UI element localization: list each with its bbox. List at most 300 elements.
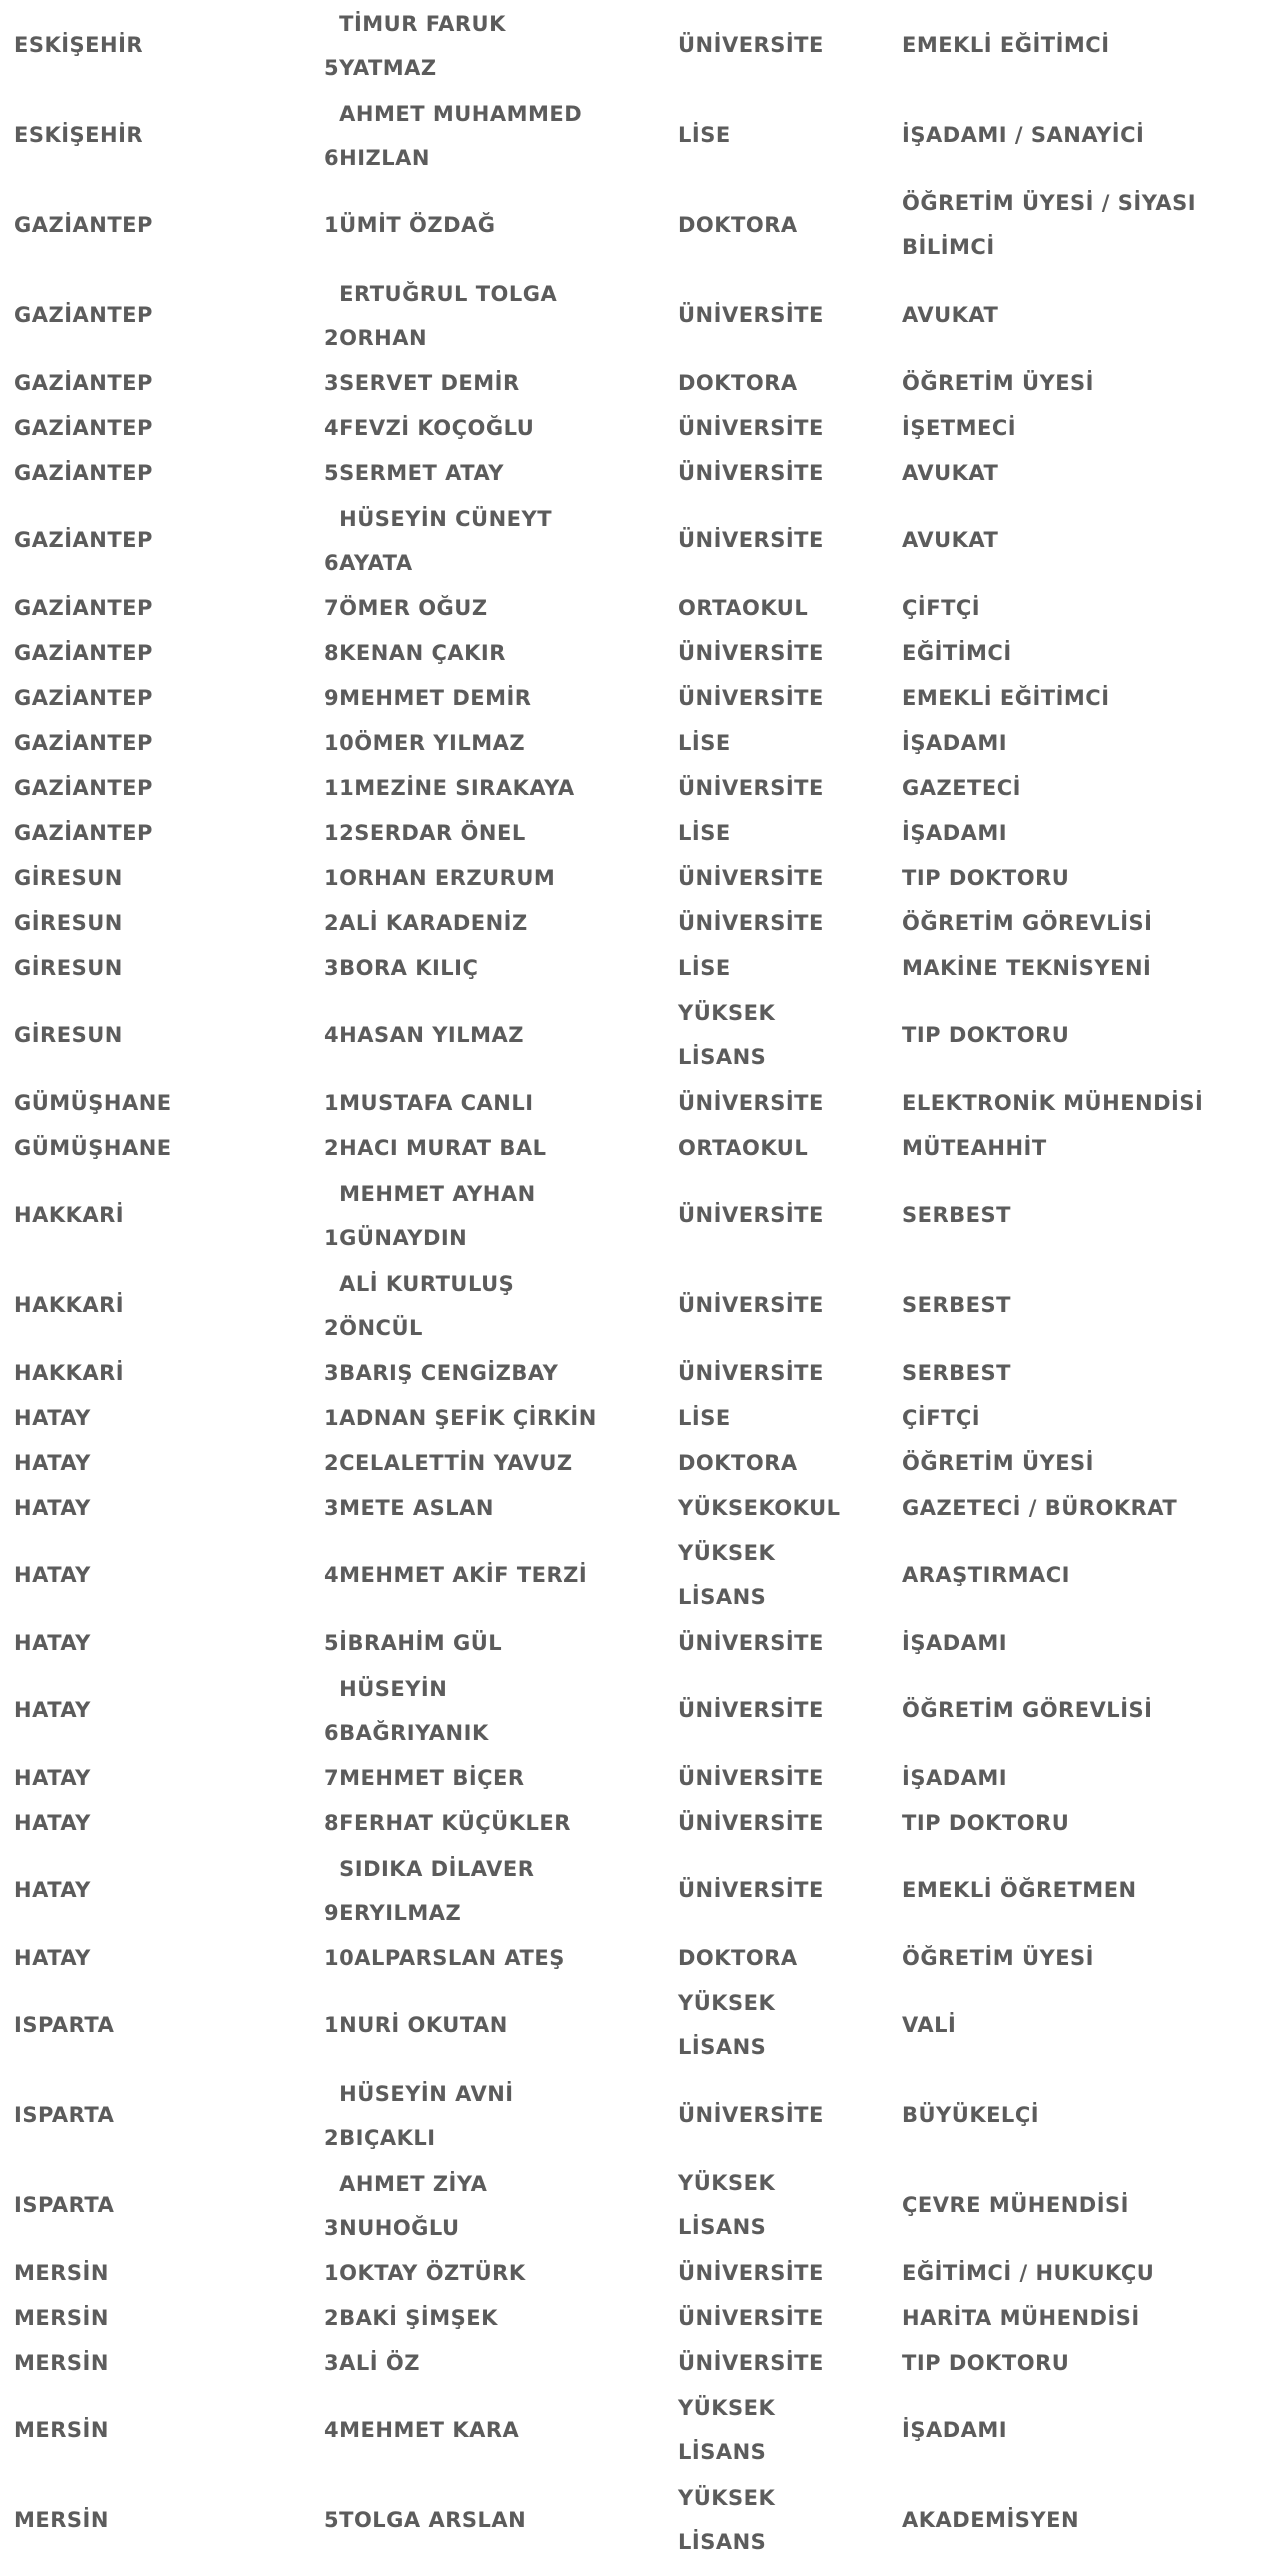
profession-line: AKADEMİSYEN	[902, 2508, 1080, 2532]
candidate-cell	[324, 1980, 672, 2070]
profession-line: İŞADAMI	[902, 820, 1008, 845]
province-cell: GÜMÜŞHANE	[14, 1135, 172, 1160]
education-cell	[678, 495, 898, 585]
table-row	[0, 810, 1280, 855]
candidate-number: 4	[324, 415, 340, 440]
education-line: LİSANS	[678, 2530, 767, 2554]
candidate-name	[339, 1667, 489, 1755]
table-row	[0, 1395, 1280, 1440]
table-row	[0, 1440, 1280, 1485]
candidate-cell	[324, 2160, 672, 2250]
education-line: YÜKSEKOKUL	[678, 1495, 841, 1520]
province-cell: GİRESUN	[14, 955, 123, 980]
province-cell: HATAY	[14, 1630, 91, 1655]
candidate-name	[339, 451, 504, 495]
candidate-name-line: KENAN ÇAKIR	[339, 640, 506, 665]
profession-line: AVUKAT	[902, 528, 999, 552]
profession-cell	[902, 990, 1280, 1080]
education-line: ÜNİVERSİTE	[678, 2260, 824, 2285]
table-row	[0, 1845, 1280, 1935]
candidate-cell	[324, 945, 672, 990]
education-line: ÜNİVERSİTE	[678, 2350, 824, 2375]
table-row	[0, 1530, 1280, 1620]
education-line: ÜNİVERSİTE	[678, 685, 824, 710]
candidate-number: 2	[324, 1135, 340, 1160]
profession-cell	[902, 2070, 1280, 2160]
candidate-name	[339, 586, 487, 630]
candidate-number: 8	[324, 640, 340, 665]
education-cell	[678, 1755, 898, 1800]
profession-cell	[902, 1530, 1280, 1620]
candidate-name	[339, 1847, 534, 1935]
education-line: LİSE	[678, 123, 731, 147]
education-cell	[678, 1170, 898, 1260]
candidate-number: 10	[324, 1945, 355, 1970]
profession-cell	[902, 1620, 1280, 1665]
candidate-number: 3	[324, 370, 340, 395]
profession-line: GAZETECİ / BÜROKRAT	[902, 1495, 1178, 1520]
province-cell: MERSİN	[14, 2260, 109, 2285]
education-cell	[678, 675, 898, 720]
candidate-name-line: BIÇAKLI	[339, 2126, 436, 2150]
candidate-name	[339, 92, 582, 180]
education-cell	[678, 1395, 898, 1440]
table-row	[0, 1755, 1280, 1800]
province-cell: HATAY	[14, 1878, 91, 1902]
candidate-cell	[324, 1260, 672, 1350]
table-row	[0, 270, 1280, 360]
table-row	[0, 2295, 1280, 2340]
education-cell	[678, 630, 898, 675]
candidate-name-line: CELALETTİN YAVUZ	[339, 1450, 573, 1475]
candidate-name	[339, 2296, 498, 2340]
education-line: YÜKSEK	[678, 2396, 776, 2420]
profession-cell	[902, 1080, 1280, 1125]
table-row	[0, 720, 1280, 765]
candidate-number: 3	[324, 1360, 340, 1385]
candidate-name-line: NURİ OKUTAN	[339, 2013, 508, 2037]
province-cell: MERSİN	[14, 2418, 109, 2442]
education-line: LİSANS	[678, 2215, 767, 2239]
candidate-cell	[324, 1845, 672, 1935]
candidate-name-line: MEZİNE SIRAKAYA	[354, 775, 575, 800]
profession-line: MÜTEAHHİT	[902, 1135, 1047, 1160]
candidate-number: 1	[324, 865, 340, 890]
province-cell: HATAY	[14, 1405, 91, 1430]
province-cell: GAZİANTEP	[14, 775, 153, 800]
candidate-number: 1	[324, 1405, 340, 1430]
education-cell	[678, 270, 898, 360]
table-row	[0, 2160, 1280, 2250]
candidate-name	[339, 1553, 587, 1597]
education-line: ÜNİVERSİTE	[678, 1293, 824, 1317]
candidate-name-line: BARIŞ CENGİZBAY	[339, 1360, 559, 1385]
profession-cell	[902, 450, 1280, 495]
table-row	[0, 1935, 1280, 1980]
profession-line: EMEKLİ EĞİTİMCİ	[902, 685, 1110, 710]
education-line: LİSE	[678, 730, 731, 755]
province-cell: GAZİANTEP	[14, 370, 153, 395]
candidate-number: 11	[324, 775, 355, 800]
candidate-cell	[324, 90, 672, 180]
profession-line: ÖĞRETİM GÖREVLİSİ	[902, 1698, 1153, 1722]
candidate-cell	[324, 585, 672, 630]
education-cell	[678, 585, 898, 630]
profession-line: İŞETMECİ	[902, 415, 1017, 440]
candidate-name-line: BAĞRIYANIK	[339, 1721, 489, 1745]
candidate-name-line: ORHAN ERZURUM	[339, 865, 556, 890]
table-row	[0, 180, 1280, 270]
candidate-number: 5	[324, 1630, 340, 1655]
candidate-number: 12	[324, 820, 355, 845]
candidate-name-line: ÖNCÜL	[339, 1316, 423, 1340]
candidate-name-line: HÜSEYİN	[339, 1677, 448, 1701]
candidate-cell	[324, 270, 672, 360]
education-line: ÜNİVERSİTE	[678, 1090, 824, 1115]
education-line: YÜKSEK	[678, 1541, 776, 1565]
candidate-name	[354, 766, 574, 810]
profession-cell	[902, 360, 1280, 405]
candidate-cell	[324, 1080, 672, 1125]
profession-cell	[902, 2160, 1280, 2250]
province-cell: GİRESUN	[14, 910, 123, 935]
candidate-name-line: AHMET MUHAMMED	[339, 102, 583, 126]
candidate-name-line: MUSTAFA CANLI	[339, 1090, 534, 1115]
table-row	[0, 2250, 1280, 2295]
education-cell	[678, 1260, 898, 1350]
candidate-name-line: HÜSEYİN AVNİ	[339, 2082, 514, 2106]
profession-line: BİLİMCİ	[902, 235, 995, 259]
education-line: DOKTORA	[678, 213, 798, 237]
profession-cell	[902, 1350, 1280, 1395]
education-line: ÜNİVERSİTE	[678, 865, 824, 890]
candidate-name	[339, 1396, 597, 1440]
table-row	[0, 1620, 1280, 1665]
profession-line: ELEKTRONİK MÜHENDİSİ	[902, 1090, 1204, 1115]
candidate-name-line: HIZLAN	[339, 146, 430, 170]
candidate-cell	[324, 1665, 672, 1755]
candidate-number: 2	[324, 1316, 340, 1340]
candidate-name-line: HACI MURAT BAL	[339, 1135, 547, 1160]
profession-cell	[902, 1980, 1280, 2070]
candidate-cell	[324, 1170, 672, 1260]
province-cell: HAKKARİ	[14, 1293, 125, 1317]
profession-cell	[902, 90, 1280, 180]
candidate-cell	[324, 675, 672, 720]
candidate-name	[339, 1486, 494, 1530]
education-cell	[678, 1530, 898, 1620]
candidate-cell	[324, 0, 672, 90]
education-line: ÜNİVERSİTE	[678, 1360, 824, 1385]
profession-line: ÇİFTÇİ	[902, 1405, 981, 1430]
candidate-name-line: BAKİ ŞİMŞEK	[339, 2305, 498, 2330]
candidate-name	[354, 721, 525, 765]
table-row	[0, 1980, 1280, 2070]
candidate-name	[339, 2498, 526, 2542]
profession-line: MAKİNE TEKNİSYENİ	[902, 955, 1152, 980]
table-row	[0, 1080, 1280, 1125]
candidate-cell	[324, 2475, 672, 2565]
profession-line: İŞADAMI	[902, 2418, 1008, 2442]
education-cell	[678, 900, 898, 945]
education-cell	[678, 765, 898, 810]
candidate-cell	[324, 2385, 672, 2475]
profession-line: EMEKLİ EĞİTİMCİ	[902, 33, 1110, 57]
profession-cell	[902, 1170, 1280, 1260]
province-cell: HATAY	[14, 1698, 91, 1722]
province-cell: GÜMÜŞHANE	[14, 1090, 172, 1115]
candidate-name-line: AYATA	[339, 551, 413, 575]
education-cell	[678, 720, 898, 765]
candidate-name	[339, 2072, 513, 2160]
candidate-name-line: MEHMET AKİF TERZİ	[339, 1563, 588, 1587]
education-line: ÜNİVERSİTE	[678, 910, 824, 935]
table-row	[0, 765, 1280, 810]
candidate-name	[339, 1801, 571, 1845]
candidate-name-line: SERDAR ÖNEL	[354, 820, 526, 845]
education-cell	[678, 1800, 898, 1845]
candidate-name-line: MEHMET AYHAN	[339, 1182, 536, 1206]
profession-line: EĞİTİMCİ	[902, 640, 1012, 665]
candidate-number: 3	[324, 2216, 340, 2240]
candidate-name-line: GÜNAYDIN	[339, 1226, 468, 1250]
candidate-name	[339, 1172, 536, 1260]
education-line: ÜNİVERSİTE	[678, 528, 824, 552]
profession-cell	[902, 585, 1280, 630]
province-cell: ISPARTA	[14, 2103, 115, 2127]
candidate-name	[339, 1621, 502, 1665]
education-line: ÜNİVERSİTE	[678, 33, 824, 57]
profession-cell	[902, 270, 1280, 360]
candidate-cell	[324, 180, 672, 270]
profession-line: İŞADAMI	[902, 1630, 1008, 1655]
candidate-cell	[324, 720, 672, 765]
education-line: ÜNİVERSİTE	[678, 460, 824, 485]
candidate-number: 1	[324, 1090, 340, 1115]
candidate-cell	[324, 495, 672, 585]
candidate-name	[339, 2341, 420, 2385]
education-line: LİSANS	[678, 1585, 767, 1609]
candidate-number: 1	[324, 2013, 340, 2037]
education-cell	[678, 2070, 898, 2160]
education-line: LİSANS	[678, 1045, 767, 1069]
education-line: ÜNİVERSİTE	[678, 1765, 824, 1790]
profession-line: ÖĞRETİM ÜYESİ / SİYASI	[902, 191, 1197, 215]
education-line: DOKTORA	[678, 370, 798, 395]
education-cell	[678, 1620, 898, 1665]
profession-line: ÖĞRETİM ÜYESİ	[902, 1450, 1094, 1475]
profession-line: EĞİTİMCİ / HUKUKÇU	[902, 2260, 1155, 2285]
education-cell	[678, 0, 898, 90]
province-cell: GAZİANTEP	[14, 820, 153, 845]
province-cell: HATAY	[14, 1765, 91, 1790]
profession-line: İŞADAMI	[902, 730, 1008, 755]
candidate-name	[339, 2408, 519, 2452]
province-cell: GAZİANTEP	[14, 415, 153, 440]
candidate-cell	[324, 1755, 672, 1800]
candidate-cell	[324, 2070, 672, 2160]
province-cell: HAKKARİ	[14, 1360, 125, 1385]
table-row	[0, 2385, 1280, 2475]
candidate-cell	[324, 900, 672, 945]
candidate-number: 7	[324, 1765, 340, 1790]
table-row	[0, 1260, 1280, 1350]
profession-cell	[902, 855, 1280, 900]
candidate-name	[339, 1441, 573, 1485]
candidate-number: 6	[324, 146, 340, 170]
candidate-number: 4	[324, 2418, 340, 2442]
profession-cell	[902, 675, 1280, 720]
profession-cell	[902, 2340, 1280, 2385]
candidate-name	[339, 1013, 524, 1057]
candidate-name-line: ÖMER OĞUZ	[339, 595, 488, 620]
province-cell: HATAY	[14, 1563, 91, 1587]
profession-cell	[902, 810, 1280, 855]
table-row	[0, 900, 1280, 945]
candidate-cell	[324, 2250, 672, 2295]
candidate-cell	[324, 450, 672, 495]
province-cell: GAZİANTEP	[14, 528, 153, 552]
education-cell	[678, 2295, 898, 2340]
candidate-number: 5	[324, 2508, 340, 2532]
profession-cell	[902, 1755, 1280, 1800]
profession-cell	[902, 495, 1280, 585]
table-row	[0, 630, 1280, 675]
profession-line: SERBEST	[902, 1203, 1011, 1227]
profession-line: GAZETECİ	[902, 775, 1021, 800]
education-line: ÜNİVERSİTE	[678, 2103, 824, 2127]
profession-cell	[902, 1260, 1280, 1350]
education-line: YÜKSEK	[678, 1991, 776, 2015]
profession-line: HARİTA MÜHENDİSİ	[902, 2305, 1140, 2330]
education-cell	[678, 810, 898, 855]
candidate-name	[339, 361, 520, 405]
candidate-name-line: METE ASLAN	[339, 1495, 494, 1520]
profession-cell	[902, 945, 1280, 990]
table-row	[0, 495, 1280, 585]
education-line: YÜKSEK	[678, 2171, 776, 2195]
candidate-cell	[324, 1530, 672, 1620]
candidate-cell	[324, 1395, 672, 1440]
education-cell	[678, 990, 898, 1080]
table-row	[0, 0, 1280, 90]
education-line: ÜNİVERSİTE	[678, 415, 824, 440]
candidate-number: 9	[324, 1901, 340, 1925]
education-line: ÜNİVERSİTE	[678, 1878, 824, 1902]
province-cell: MERSİN	[14, 2305, 109, 2330]
candidate-cell	[324, 1485, 672, 1530]
profession-line: ÇİFTÇİ	[902, 595, 981, 620]
table-row	[0, 675, 1280, 720]
profession-cell	[902, 765, 1280, 810]
candidate-number: 3	[324, 2350, 340, 2375]
candidate-name-line: SERVET DEMİR	[339, 370, 520, 395]
education-line: ÜNİVERSİTE	[678, 2305, 824, 2330]
province-cell: GAZİANTEP	[14, 213, 153, 237]
table-row	[0, 1170, 1280, 1260]
education-line: ÜNİVERSİTE	[678, 1203, 824, 1227]
candidate-cell	[324, 1440, 672, 1485]
education-cell	[678, 2160, 898, 2250]
candidate-name-line: ERYILMAZ	[339, 1901, 462, 1925]
candidate-name	[339, 1756, 524, 1800]
candidate-name	[339, 2162, 487, 2250]
province-cell: GAZİANTEP	[14, 685, 153, 710]
candidate-name-line: FEVZİ KOÇOĞLU	[339, 415, 535, 440]
candidate-name-line: HASAN YILMAZ	[339, 1023, 524, 1047]
table-row	[0, 90, 1280, 180]
profession-line: ÇEVRE MÜHENDİSİ	[902, 2193, 1129, 2217]
candidate-name-line: NUHOĞLU	[339, 2216, 460, 2240]
candidate-number: 10	[324, 730, 355, 755]
education-cell	[678, 1440, 898, 1485]
education-line: DOKTORA	[678, 1945, 798, 1970]
candidate-name-line: YATMAZ	[339, 56, 437, 80]
candidate-cell	[324, 810, 672, 855]
province-cell: HATAY	[14, 1495, 91, 1520]
candidate-number: 6	[324, 551, 340, 575]
candidate-name-line: MEHMET BİÇER	[339, 1765, 525, 1790]
candidate-name-line: ÖMER YILMAZ	[354, 730, 526, 755]
profession-line: EMEKLİ ÖĞRETMEN	[902, 1878, 1137, 1902]
candidate-number: 2	[324, 2305, 340, 2330]
candidate-cell	[324, 630, 672, 675]
province-cell: ESKİŞEHİR	[14, 123, 144, 147]
education-cell	[678, 1350, 898, 1395]
table-row	[0, 990, 1280, 1080]
candidate-cell	[324, 1620, 672, 1665]
education-line: ÜNİVERSİTE	[678, 640, 824, 665]
education-cell	[678, 2475, 898, 2565]
province-cell: ESKİŞEHİR	[14, 33, 144, 57]
candidate-name	[339, 901, 528, 945]
table-row	[0, 855, 1280, 900]
profession-line: BÜYÜKELÇİ	[902, 2103, 1040, 2127]
candidate-number: 1	[324, 213, 340, 237]
education-cell	[678, 1485, 898, 1530]
education-cell	[678, 405, 898, 450]
candidate-name-line: TİMUR FARUK	[339, 12, 506, 36]
table-row	[0, 450, 1280, 495]
profession-cell	[902, 1485, 1280, 1530]
candidate-name-line: TOLGA ARSLAN	[339, 2508, 527, 2532]
profession-cell	[902, 1845, 1280, 1935]
profession-cell	[902, 1125, 1280, 1170]
candidate-number: 2	[324, 2126, 340, 2150]
education-line: ÜNİVERSİTE	[678, 303, 824, 327]
candidate-name-line: OKTAY ÖZTÜRK	[339, 2260, 526, 2285]
education-cell	[678, 1935, 898, 1980]
education-line: YÜKSEK	[678, 1001, 776, 1025]
profession-cell	[902, 2250, 1280, 2295]
education-line: ORTAOKUL	[678, 1135, 809, 1160]
candidate-cell	[324, 1935, 672, 1980]
candidate-name	[339, 1081, 533, 1125]
candidate-name-line: ERTUĞRUL TOLGA	[339, 282, 558, 306]
candidate-name	[354, 811, 525, 855]
candidate-name-line: SERMET ATAY	[339, 460, 504, 485]
table-row	[0, 1125, 1280, 1170]
province-cell: GİRESUN	[14, 865, 123, 890]
candidate-name-line: AHMET ZİYA	[339, 2172, 488, 2196]
province-cell: HATAY	[14, 1945, 91, 1970]
candidate-name-line: ADNAN ŞEFİK ÇİRKİN	[339, 1405, 597, 1430]
candidate-cell	[324, 2340, 672, 2385]
province-cell: GAZİANTEP	[14, 460, 153, 485]
candidate-name	[339, 676, 531, 720]
candidate-cell	[324, 990, 672, 1080]
province-cell: HAKKARİ	[14, 1203, 125, 1227]
